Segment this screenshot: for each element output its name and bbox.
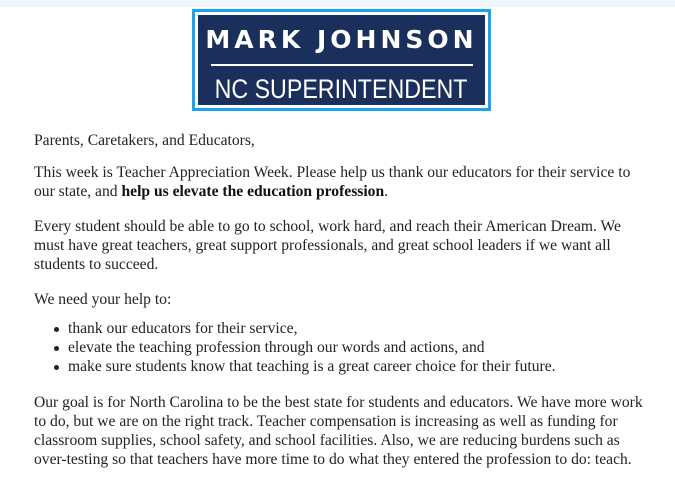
list-item [34,357,556,376]
bullet-icon [54,327,59,332]
list-item [34,338,556,357]
top-strip [0,0,675,7]
list-item [34,319,556,338]
paragraph-goal: Our goal is for North Carolina to be the best state for students and educators. We have more work to do, but we are on the right track. Teacher compensation is increasing as well as funding for classroom supplies, school safety, and school facilities. Also, we are reducing burdens such as over-testing so that teachers have more time to do what they entered the profession to do: teach. [34,394,643,468]
logo-title: NC SUPERINTENDENT [215,74,468,104]
bullet-icon [54,365,59,370]
greeting: Parents, Caretakers, and Educators, [34,132,255,149]
help-list [34,319,556,376]
paragraph-end: . [384,183,389,200]
paragraph-text: This week is Teacher Appreciation Week. Please help us thank our educators for their service to our state, and [34,164,631,200]
list-item-text: elevate the teaching profession through our words and actions, and [68,339,485,356]
logo-divider [211,64,473,66]
emphasis-text: help us elevate the education profession [121,183,385,200]
list-item-text: make sure students know that teaching is a great career choice for their future. [68,358,556,375]
paragraph-help-intro: We need your help to: [34,291,172,308]
bullet-icon [54,346,59,351]
paragraph-american-dream: Every student should be able to go to school, work hard, and reach their American Dream. We must have great teachers, great support professionals, and great school leaders if we want all students to succeed. [34,218,621,273]
paragraph-appreciation-week [34,163,654,201]
logo-name: MARK JOHNSON [205,25,478,54]
logo-banner [192,9,491,111]
list-item-text: thank our educators for their service, [68,320,298,337]
logo-panel [198,15,485,105]
